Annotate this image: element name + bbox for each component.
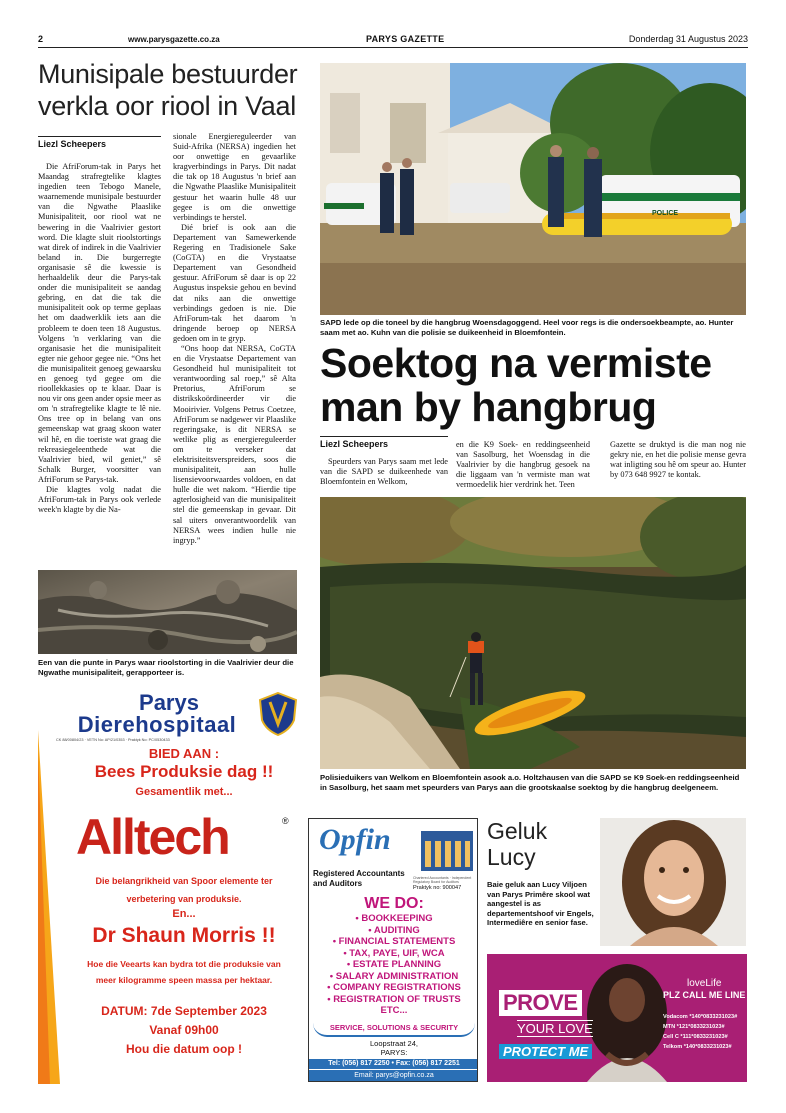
call-code: Telkom *140*0833231023#: [663, 1044, 732, 1050]
article2-paragraph: Speurders van Parys saam met lede van die SAPD se duikeenhede van Bloemfontein en Welkom,: [320, 457, 448, 487]
article2-column-2: [456, 440, 590, 490]
article2-paragraph: Gazette se druktyd is die man nog nie gekry nie, en het die polisie mense gevra wat inligting sou hê om speur ao. Hunter by 073 648 9927 te kontak.: [610, 440, 746, 480]
alltech-logo: Alltech ®: [76, 809, 289, 865]
opfin-we-do: WE DO:: [364, 895, 424, 912]
service-item: • TAX, PAYE, UIF, WCA: [343, 947, 445, 959]
vet-title-line2: Dierehospitaal: [77, 712, 237, 737]
opfin-logo: Opfin: [319, 823, 391, 856]
columns-icon: [421, 831, 473, 871]
service-item: • BOOKKEEPING: [355, 913, 433, 924]
vet-event-title: Bees Produksie dag !!: [94, 762, 274, 781]
your-love-label: YOUR LOVE: [517, 1021, 593, 1036]
article2-byline: Liezl Scheepers: [320, 436, 448, 449]
vet-en: En...: [172, 908, 196, 920]
registered-mark: ®: [282, 816, 289, 826]
opfin-services: [309, 913, 478, 1017]
river-photo-caption: Polisieduikers van Welkom en Bloemfontein asook a.o. Holtzhausen van die SAPD se K9 Soek-en reddingseenheid in Sasolburg, het saam met speurders van Parys aan die grootskaalse soektog by die hangbrug deelgeneem.: [320, 773, 740, 792]
opfin-registered: Registered Accountants and Auditors: [313, 869, 405, 888]
service-item: • COMPANY REGISTRATIONS: [327, 982, 461, 993]
article1-byline: Liezl Scheepers: [38, 136, 161, 149]
lovelife-brand: loveLife: [687, 978, 722, 989]
article1-paragraph: Dié brief is ook aan die Departement van Samewerkende Regering en Tradisionele Sake (CoGTA) en die Vrystaatse Departement van Gesondheid gestuur. AfriForum sê daar is op 22 Augustus inspeksie gehou en bevind dat niks aan die onwettige verbindings gedoen is nie. Die AfriForum-tak het daarom 'n dringende beroep op NERSA gedoen om in te gryp.: [173, 222, 296, 343]
article1-paragraph: Die AfriForum-tak in Parys het Maandag strafregtelike klagtes ingedien teen Tebogo Manele, waarnemende munisipale bestuurder van die Ngwathe Plaaslike Munisipaliteit, oor riool wat ne bewering in die Vaalrivier gestort word. Die klagte sluit rioolstortings wat direk of indirek in die Vaalrivier beland in. Die burgerregte organisasie sê die kwessie is herhaaldelik deur die Parys-tak onder die munisipaliteit se aandag gebring, en dat die tak die munisipaliteit ook op terme geplaas het om daadwerklik iets aan die probleem te doen teen 18 Augustus. Volgens 'n verklaring van die organisasie het die munisipaliteit egter nie gehoor gegee nie. “Ons het die munisipaliteit genoeg gewaarsku en genoeg tyd gegee om die rioollekkasies op te klaar. Daar is nou vir ons geen ander opsie meer as om 'n strafregtelike klagte te lê nie. Ons tree op in belang van ons gemeenskap wat graag skoon water wil hê, en die toeriste wat graag die rekreasiegeleenthede wat die Vaalrivier bied, wil geniet,” sê Schalk Burger, voorsitter van AfriForum se Parys-tak.: [38, 162, 161, 484]
article1-headline: Munisipale bestuurder verkla oor riool in Vaal: [38, 59, 298, 121]
vet-description: Die belangrikheid van Spoor elemente ter verbetering van produksie.: [95, 876, 273, 904]
page-header: [38, 34, 748, 48]
opfin-saica: Chartered Accountants · Independent Regulatory Board for Auditors: [413, 876, 472, 884]
issue-date: Donderdag 31 Augustus 2023: [628, 34, 748, 44]
article2-headline: Soektog na vermiste man by hangbrug: [320, 340, 712, 430]
article2-column-3: [610, 440, 746, 480]
article1-column-1: [38, 162, 161, 515]
sewage-photo-caption: Een van die punte in Parys waar rioolstorting in die Vaalrivier deur die Ngwathe munisipaliteit, gerapporteer is.: [38, 658, 294, 677]
lucy-portrait: [600, 818, 746, 946]
service-item: ETC...: [380, 1005, 408, 1016]
opfin-ad[interactable]: [308, 818, 478, 1082]
decorative-stripes: [38, 690, 68, 1084]
geluk-title: [487, 818, 597, 870]
vet-hospital-ad[interactable]: [38, 690, 300, 1084]
call-code: MTN *121*0833231023#: [663, 1024, 725, 1030]
call-codes: [663, 1012, 737, 1052]
opfin-praktyk: Praktyk no: 900047: [413, 885, 462, 891]
vet-time: Vanaf 09h00: [149, 1023, 219, 1037]
plz-call-me: PLZ CALL ME LINE: [663, 990, 746, 1000]
opfin-address-2: PARYS:: [380, 1048, 408, 1057]
service-item: • AUDITING: [368, 924, 420, 936]
vet-doctor-name: Dr Shaun Morris !!: [92, 924, 276, 947]
protect-me-label: PROTECT ME: [499, 1044, 592, 1059]
vet-bied-aan: BIED AAN :: [148, 746, 220, 761]
river-photo: [320, 497, 746, 769]
service-item: • ESTATE PLANNING: [346, 959, 442, 970]
opfin-phone[interactable]: Tel: (056) 817 2250 • Fax: (056) 817 2251: [309, 1059, 478, 1069]
article1-paragraph: Die klagtes volg nadat die AfriForum-tak in Parys ook verlede week'n klagte by die Na-: [38, 485, 161, 515]
police-photo-caption: SAPD lede op die toneel by die hangbrug Woensdagoggend. Heel voor regs is die ondersoekbeampte, ao. Hunter saam met ao. Kuhn van die polisie se duikeenheid in Bloemfontein.: [320, 318, 734, 337]
lovelife-ad[interactable]: [487, 954, 747, 1082]
vet-save-date: Hou die datum oop !: [126, 1042, 242, 1056]
article2-column-1: [320, 457, 448, 487]
police-photo: [320, 63, 746, 315]
article1-column-2: [173, 132, 296, 546]
article2-paragraph: en die K9 Soek- en reddingseenheid van Sasolburg, het Woensdag in die Vaalrivier by die hangbrug gesoek na die liggaam van 'n vermiste man wat vermoedelik hier verdrink het. Teen: [456, 440, 590, 490]
vet-date: DATUM: 7de September 2023: [101, 1004, 267, 1018]
geluk-title-line2: Lucy: [487, 844, 536, 870]
vet-title-line1: Parys: [139, 690, 199, 715]
vet-registration: CK 88/00804/23 · VETN No: AP/21/0353 · Praktyk No: PC/0530433: [56, 738, 170, 742]
geluk-text: Baie geluk aan Lucy Viljoen van Parys Primêre skool wat aangestel is as departementshoof vir Engels, Intermediêre en senior fase.: [487, 880, 594, 928]
sewage-photo: [38, 570, 297, 654]
opfin-email[interactable]: Email: parys@opfin.co.za: [309, 1070, 478, 1081]
prove-label: PROVE: [499, 990, 582, 1016]
vet-description-2: Hoe die Veearts kan bydra tot die produksie van meer kilogramme speen massa per hektaar.: [87, 959, 281, 985]
call-code: Cell C *111*0833231023#: [663, 1034, 728, 1040]
service-item: • REGISTRATION OF TRUSTS: [327, 993, 461, 1005]
service-item: • SALARY ADMINISTRATION: [329, 970, 459, 982]
website-url[interactable]: www.parysgazette.co.za: [128, 35, 220, 44]
call-code: Vodacom *140*0833231023#: [663, 1014, 738, 1020]
vet-gesamentlik: Gesamentlik met...: [135, 786, 233, 798]
page-number: 2: [38, 34, 44, 44]
article1-paragraph: sionale Energiereguleerder van Suid-Afrika (NERSA) ingedien het oor onwettige en gevaarlike kragverbindings in Parys. Dit nadat die tak op 18 Augustus 'n brief aan die Ngwathe Plaaslike Munisipaliteit gestuur het waarin hulle 48 uur gegee is om die onwettige verbindings te herstel.: [173, 132, 296, 222]
paper-name: PARYS GAZETTE: [366, 34, 445, 44]
service-item: • FINANCIAL STATEMENTS: [332, 936, 456, 947]
geluk-title-line1: Geluk: [487, 818, 548, 844]
vet-shield-logo: [258, 692, 298, 736]
article1-paragraph: “Ons hoop dat NERSA, CoGTA en die Vrystaatse Departement van Gesondheid hul munisipaliteit tot verantwoording sal roep,” sê Alta Pretorius, AfriForum se distrikskoördineerder vir die Mooirivier. Volgens Petrus Coetzee, AfriForum se nadgewer vir Plaaslike regeringsake, is dit NERSA se wetlike plig as energiereguleerder om te verseker dat elektrisiteitsverspreiders, soos die munisipaliteit, aan hulle lisensievoorwaardes voldoen, en dat hulle die wet nakom. “Hierdie tipe agterlosigheid van die munisipaliteit stel die gemeenskap in gevaar. Dit sal uiters onverantwoordelik van NERSA wees indien hulle nie ingryp.”: [173, 343, 296, 545]
police-vehicle-sign: POLICE: [652, 210, 679, 217]
opfin-slogan: SERVICE, SOLUTIONS & SECURITY: [313, 1023, 475, 1037]
opfin-address-1: Loopstraat 24,: [370, 1039, 418, 1048]
